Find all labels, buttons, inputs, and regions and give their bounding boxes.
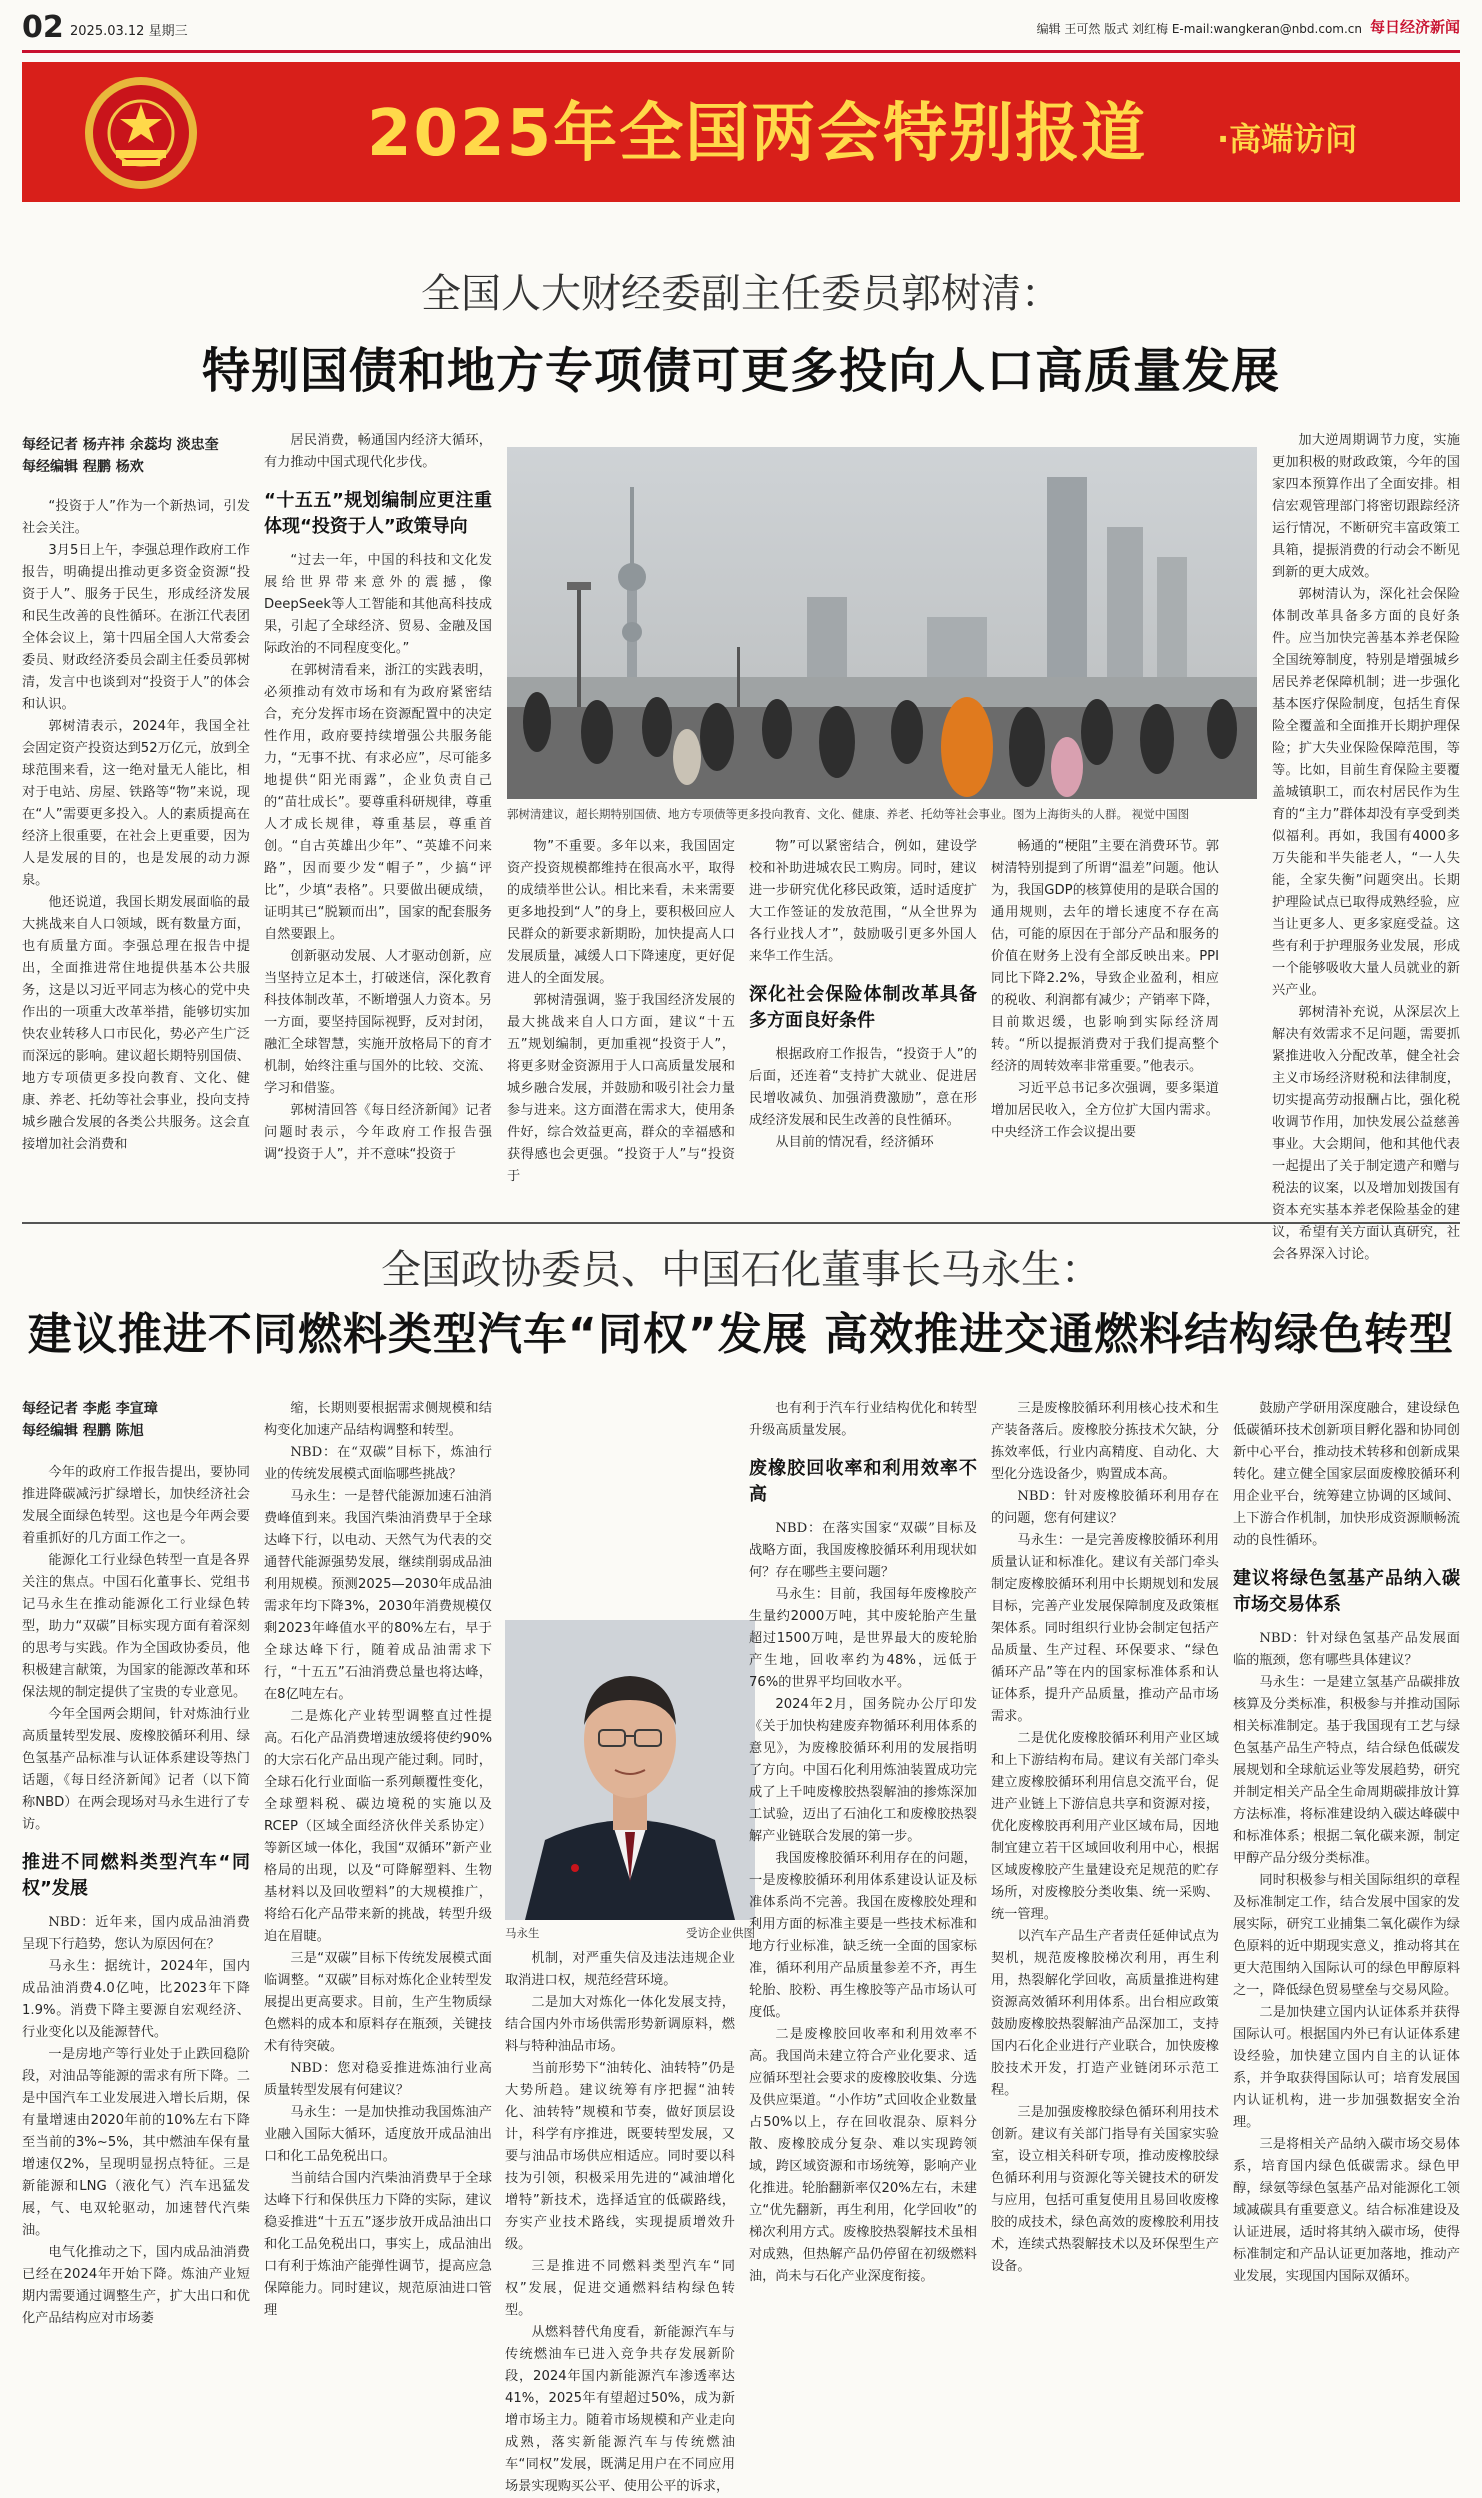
photo-caption: 郭树清建议，超长期特别国债、地方专项债等更多投向教育、文化、健康、养老、托幼等社会事业。图为上海街头的人群。 视觉中国图 — [507, 807, 1190, 821]
article1-column-5: 畅通的“梗阻”主要在消费环节。郭树清特别提到了所谓“温差”问题。他认为，我国GDP的核算使用的是联合国的通用规则，去年的增长速度不存在高估，可能的原因在于部分产品和服务的价值在财务上没有全部反映出来。PPI同比下降2.2%，导致企业盈利，相应的税收、利润都有减少；产销率下降，目前欺迟缓，也影响到实际经济周转。“所以提振消费对于我们提高整个经济的周转效率非常重要。”他表示。 习近平总书记多次强调，要多渠道增加居民收入，全方位扩大国内需求。中央经济工作会议提出要 — [991, 839, 1219, 1140]
article2-column-4: 也有利于汽车行业结构优化和转型升级高质量发展。 废橡胶回收率和利用效率不高 NBD：在落实国家“双碳”目标及战略方面，我国废橡胶循环利用现状如何？存在哪些主要问题？ 马永生：目前，我国每年废橡胶产生量约2000万吨，其中废轮胎产生量超过1500万吨，是世界最大的废轮胎产生地，回收率约为48%，远低于76%的世界平均回收水平。 2024年2月，国务院办公厅印发《关于加快构建废弃物循环利用体系的意见》，为废橡胶循环利用的发展指明了方向。中国石化利用炼油装置成功完成了上千吨废橡胶热裂解油的掺炼深加工试验，迈出了石油化工和废橡胶热裂解产业链联合发展的第一步。 我国废橡胶循环利用存在的问题，一是废橡胶循环利用体系建设认证及标准体系尚不完善。我国在废橡胶处理和利用方面的标准主要是一些技术标准和地方行业标准，缺乏统一全面的国家标准，循环利用产品质量参差不齐，再生轮胎、胶粉、再生橡胶等产品市场认可度低。 二是废橡胶回收率和利用效率不高。我国尚未建立符合产业化要求、适应循环型社会要求的废橡胶收集、分选及供应渠道。“小作坊”式回收企业数量占50%以上，存在回收混杂、原料分散、废橡胶成分复杂、难以实现跨领域，跨区域资源和市场统筹，影响产业化推进。轮胎翻新率仅20%左右，未建立“优先翻新，再生利用，化学回收”的梯次利用方式。废橡胶热裂解技术虽相对成熟，但热解产品仍停留在初级燃料油，尚未与石化产业深度衔接。 — [749, 1401, 977, 2284]
paper-name: 每日经济新闻 — [1369, 18, 1460, 36]
article2-column-6: 鼓励产学研用深度融合，建设绿色低碳循环技术创新项目孵化器和协同创新中心平台，推动技术转移和创新成果转化。建立健全国家层面废橡胶循环利用企业平台，统筹建立协调的区域间、上下游合作机制，加快形成资源顺畅流动的良性循环。 建议将绿色氢基产品纳入碳市场交易体系 NBD：针对绿色氢基产品发展面临的瓶颈，您有哪些具体建议？ 马永生：一是建立氢基产品碳排放核算及分类标准，积极参与并推动国际相关标准制定。基于我国现有工艺与绿色氢基产品生产特点，结合绿色低碳发展规划和全球航运业等发展趋势，研究并制定相关产品全生命周期碳排放计算方法标准，将标准建设纳入碳达峰碳中和标准体系；根据二氧化碳来源，制定甲醇产品分级分类标准。 同时积极参与相关国际组织的章程及标准制定工作，结合发展中国家的发展实际，研究工业捕集二氧化碳作为绿色原料的近中期现实意义，推动将其在更大范围纳入国际认可的绿色甲醇原料之一，降低绿色贸易壁垒与交易风险。 二是加快建立国内认证体系并获得国际认可。根据国内外已有认证体系建设经验，加快建立国内自主的认证体系，并争取获得国际认可；培育发展国内认证机构，进一步加强数据安全治理。 三是将相关产品纳入碳市场交易体系，培育国内绿色低碳需求。绿色甲醇，绿氨等绿色氢基产品对能源化工领域减碳具有重要意义。结合标准建设及认证进展，适时将其纳入碳市场，使得标准制定和产品认证更加落地，推动产业发展，实现国内国际双循环。 — [1233, 1401, 1460, 2284]
article1-headline: 特别国债和地方专项债可更多投向人口高质量发展 — [201, 343, 1280, 399]
cppcc-emblem-icon — [82, 74, 200, 192]
article2-column-2: 缩，长期则要根据需求侧规模和结构变化加速产品结构调整和转型。 NBD：在“双碳”目标下，炼油行业的传统发展模式面临哪些挑战？ 马永生：一是替代能源加速石油消费峰值到来。我国汽柴油消费早于全球达峰下行，以电动、天然气为代表的交通替代能源强势发展，继续削弱成品油利用规模。预测2025—2030年成品油需求年均下降3%，2030年消费规模仅剩2023年峰值水平的80%左右，早于全球达峰下行，随着成品油需求下行，“十五五”石油消费总量也将达峰，在8亿吨左右。 二是炼化产业转型调整直过性提高。石化产品消费增速放缓将使约90%的大宗石化产品出现产能过剩。同时，全球石化行业面临一系列颠覆性变化，全球塑料税、碳边境税的实施以及RCEP（区域全面经济伙伴关系协定）等新区域一体化，我国“双循环”新产业格局的出现，以及“可降解塑料、生物基材料以及回收塑料”的大规模推广，将给石化产品带来新的挑战，转型升级迫在眉睫。 三是“双碳”目标下传统发展模式面临调整。“双碳”目标对炼化企业转型发展提出更高要求。目前，生产生物质绿色燃料的成本和原料存在瓶颈，关键技术有待突破。 NBD：您对稳妥推进炼油行业高质量转型发展有何建议？ 马永生：一是加快推动我国炼油产业融入国际大循环，适度放开成品油出口和化工品免税出口。 当前结合国内汽柴油消费早于全球达峰下行和保供压力下降的实际，建议稳妥推进“十五五”逐步放开成品油出口和化工品免税出口，事实上，成品油出口有利于炼油产能弹性调节，提高应急保障能力。同时建议，规范原油进口管理 — [264, 1401, 492, 2318]
article2-byline — [22, 1398, 252, 1442]
article1-column-1: “投资于人”作为一个新热词，引发社会关注。 3月5日上午，李强总理作政府工作报告，明确提出推动更多资金资源“投资于人”、服务于民生，形成经济发展和民生改善的良性循环。在浙江代表团全体会议上，第十四届全国人大常委会委员、财政经济委员会副主任委员郭树清，发言中也谈到对“投资于人”的体会和认识。 郭树清表示，2024年，我国全社会固定资产投资达到52万亿元，放到全球范围来看，这一绝对量无人能比，相对于电站、房屋、铁路等“物”来说，现在“人”需要更多投入。人的素质提高在经济上很重要，在社会上更重要，因为人是发展的目的，也是发展的动力源泉。 他还说道，我国长期发展面临的最大挑战来自人口领域，既有数量方面，也有质量方面。李强总理在报告中提出，全面推进常住地提供基本公共服务，这是以习近平同志为核心的党中央作出的一项重大改革举措，能够切实加快农业转移人口市民化，势必产生广泛而深远的影响。建议超长期特别国债、地方专项债更多投向教育、文化、健康、养老、托幼等社会事业，投向支持城乡融合发展的各类公共服务。这会直接增加社会消费和 — [22, 499, 250, 1152]
special-report-banner — [22, 62, 1460, 202]
article1-kicker: 全国人大财经委副主任委员郭树清： — [421, 271, 1061, 317]
banner-subtitle: ·高端访问 — [1217, 120, 1358, 158]
article1-column-4: 物”可以紧密结合，例如，建设学校和补助进城农民工购房。同时，建议进一步研究优化移民政策，适时适度扩大工作签证的发放范围，“从全世界为各行业找人才”，鼓励吸引更多外国人来华工作生活。 深化社会保险体制改革具备多方面良好条件 根据政府工作报告，“投资于人”的后面，还连着“支持扩大就业、促进居民增收减负、加强消费激励”，意在形成经济发展和民生改善的良性循环。 从目前的情况看，经济循环 — [749, 839, 977, 1150]
article2-subhead-2: 废橡胶回收率和利用效率不高 — [749, 1458, 977, 1505]
article2-column-1: 今年的政府工作报告提出，要协同推进降碳减污扩绿增长，加快经济社会发展全面绿色转型。这也是今年两会要着重抓好的几方面工作之一。 能源化工行业绿色转型一直是各界关注的焦点。中国石化董事长、党组书记马永生在推动能源化工行业绿色转型，助力“双碳”目标实现方面有着深刻的思考与实践。作为全国政协委员，他积极建言献策，为国家的能源改革和环保法规的制定提供了宝贵的专业意见。 今年全国两会期间，针对炼油行业高质量转型发展、废橡胶循环利用、绿色氢基产品标准与认证体系建设等热门话题，《每日经济新闻》记者（以下简称NBD）在两会现场对马永生进行了专访。 推进不同燃料类型汽车“同权”发展 NBD：近年来，国内成品油消费呈现下行趋势，您认为原因何在？ 马永生：据统计，2024年，国内成品油消费4.0亿吨，比2023年下降1.9%。消费下降主要源自宏观经济、行业变化以及能源替代。 一是房地产等行业处于止跌回稳阶段，对油品等能源的需求有所下降。二是中国汽车工业发展进入增长后期，保有量增速由2020年前的10%左右下降至当前的3%~5%，其中燃油车保有量增速仅2%，呈现明显拐点特征。三是新能源和LNG（液化气）汽车迅猛发展，气、电双轮驱动，加速替代汽柴油。 电气化推动之下，国内成品油消费已经在2024年开始下降。炼油产业短期内需要通过调整生产，扩大出口和优化产品结构应对市场萎 — [22, 1465, 250, 2326]
article2-subhead-1: 推进不同燃料类型汽车“同权”发展 — [22, 1852, 250, 1899]
article1-column-6: 加大逆周期调节力度，实施更加积极的财政政策，今年的国家四本预算作出了全面安排。相信宏观管理部门将密切跟踪经济运行情况，不断研究丰富政策工具箱，提振消费的行动会不断见到新的更大成效。 郭树清认为，深化社会保险体制改革具备多方面的良好条件。应当加快完善基本养老保险全国统筹制度，特别是增强城乡居民养老保障机制；进一步强化基本医疗保险制度，包括生育保险全覆盖和全面推开长期护理保险；扩大失业保险保障范围，等等。比如，目前生育保险主要覆盖城镇职工，而农村居民作为生育的“主力”群体却没有享受到类似福利。再如，我国有4000多万失能和半失能老人，“一人失能，全家失衡”问题突出。长期护理险试点已取得成熟经验，应当让更多人、更多家庭受益。这些有利于护理服务业发展，形成一个能够吸收大量人员就业的新兴产业。 郭树清补充说，从深层次上解决有效需求不足问题，需要抓紧推进收入分配改革，健全社会主义市场经济财税和法律制度，切实提高劳动报酬占比，强化税收调节作用，加快发展公益慈善事业。大会期间，他和其他代表一起提出了关于制定遗产和赠与税法的议案，以及增加划拨国有资本充实基本养老保险基金的建议，希望有关方面认真研究，社会各界深入讨论。 — [1272, 433, 1460, 1262]
shanghai-crowd-photo — [507, 447, 1257, 799]
article2-kicker: 全国政协委员、中国石化董事长马永生： — [381, 1247, 1101, 1293]
article1-column-3: 物”不重要。多年以来，我国固定资产投资规模都维持在很高水平，取得的成绩举世公认。相比来看，未来需要更多地投到“人”的身上，要积极回应人民群众的新要求新期盼，加快提高人口发展质量，减缓人口下降速度，更好促进人的全面发展。 郭树清强调，鉴于我国经济发展的最大挑战来自人口方面，建议“十五五”规划编制，更加重视“投资于人”，将更多财金资源用于人口高质量发展和城乡融合发展，并鼓励和吸引社会力量参与进来。这方面潜在需求大，使用条件好，综合效益更高，群众的幸福感和获得感也会更强。“投资于人”与“投资于 — [507, 839, 735, 1184]
byline-reporters: 每经记者 杨卉祎 余蕊均 淡忠奎 — [22, 437, 219, 453]
issue-date: 2025.03.12 星期三 — [70, 24, 188, 39]
article2-column-5: 三是废橡胶循环利用核心技术和生产装备落后。废橡胶分拣技术欠缺，分拣效率低，行业内高精度、自动化、大型化分选设备少，购置成本高。 NBD：针对废橡胶循环利用存在的问题，您有何建议？ 马永生：一是完善废橡胶循环利用质量认证和标准化。建议有关部门牵头制定废橡胶循环利用中长期规划和发展目标，完善产业发展保障制度及政策框架体系。同时组织行业协会制定包括产品质量、生产过程、环保要求、“绿色循环产品”等在内的国家标准体系和认证体系，提升产品质量，推动产品市场需求。 二是优化废橡胶循环利用产业区域和上下游结构布局。建议有关部门牵头建立废橡胶循环利用信息交流平台，促进产业链上下游信息共享和资源对接，优化废橡胶再利用产业区域布局，因地制宜建立若干区域回收利用中心，根据区域废橡胶产生量建设充足规范的贮存场所，对废橡胶分类收集、统一采购、统一管理。 以汽车产品生产者责任延伸试点为契机，规范废橡胶梯次利用，再生利用，热裂解化学回收，高质量推进构建资源高效循环利用体系。出台相应政策鼓励废橡胶热裂解油产品深加工，支持国内石化企业进行产业联合，加快废橡胶技术开发，打造产业链闭环示范工程。 三是加强废橡胶绿色循环利用技术创新。建议有关部门指导有关国家实验室，设立相关科研专项，推动废橡胶绿色循环利用与资源化等关键技术的研发与应用，包括可重复使用且易回收废橡胶的成技术，绿色高效的废橡胶利用技术，连续式热裂解技术以及环保型生产设备。 — [991, 1401, 1219, 2274]
banner-title: 2025年全国两会特别报道 — [367, 97, 1148, 171]
article2-headline: 建议推进不同燃料类型汽车“同权”发展 高效推进交通燃料结构绿色转型 — [27, 1309, 1455, 1360]
article1-column-2: 居民消费，畅通国内经济大循环，有力推动中国式现代化步伐。 “十五五”规划编制应更注重体现“投资于人”政策导向 “过去一年，中国的科技和文化发展给世界带来意外的震撼，像DeepSeek等人工智能和其他高科技成果，引起了全球经济、贸易、金融及国际政治的不同程度变化。” 在郭树清看来，浙江的实践表明，必须推动有效市场和有为政府紧密结合，充分发挥市场在资源配置中的决定性作用，政府要持续增强公共服务能力，“无事不扰、有求必应”，尽可能多地提供“阳光雨露”，企业负责自己的“苗壮成长”。要尊重科研规律，尊重人才成长规律，尊重基层，尊重首创。“自古英雄出少年”、“英雄不问来路”，因而要少发“帽子”，少搞“评比”，少填“表格”。只要做出硬成绩，证明其已“脱颖而出”，国家的配套服务自然要跟上。 创新驱动发展、人才驱动创新，应当坚持立足本土，打破迷信，深化教育科技体制改革，不断增强人力资本。另一方面，要坚持国际视野，反对封闭，融汇全球智慧，实施开放格局下的育才机制，始终注重与国外的比较、交流、学习和借鉴。 郭树清回答《每日经济新闻》记者问题时表示，今年政府工作报告强调“投资于人”，并不意味“投资于 — [264, 433, 492, 1162]
page-number: 02 — [22, 10, 64, 45]
section-divider — [22, 1222, 1460, 1224]
article1-subhead-1: “十五五”规划编制应更注重体现“投资于人”政策导向 — [264, 490, 492, 537]
byline-editors: 每经编辑 程鹏 陈旭 — [22, 1423, 144, 1439]
byline-reporters: 每经记者 李彪 李宣璋 — [22, 1401, 158, 1417]
article1-byline — [22, 434, 252, 478]
article1-subhead-2: 深化社会保险体制改革具备多方面良好条件 — [749, 984, 977, 1031]
byline-editors: 每经编辑 程鹏 杨欢 — [22, 459, 144, 475]
ma-yongsheng-portrait — [505, 1620, 755, 1920]
top-rule — [22, 50, 1460, 53]
editor-credits: 编辑 王可然 版式 刘红梅 E-mail:wangkeran@nbd.com.cn — [1036, 22, 1362, 36]
article2-subhead-3: 建议将绿色氢基产品纳入碳市场交易体系 — [1233, 1568, 1460, 1615]
portrait-caption: 马永生 受访企业供图 — [505, 1926, 755, 1940]
article2-column-3: 机制，对严重失信及违法违规企业取消进口权，规范经营环境。 二是加大对炼化一体化发展支持，结合国内外市场供需形势新调原料，燃料与特种油品市场。 当前形势下“油转化、油转特”仍是大势所趋。建议统筹有序把握“油转化、油转特”规模和节奏，做好顶层设计，科学有序推进，既要转型发展，又要与油品市场供应相适应。同时要以科技为引领，积极采用先进的“减油增化增特”新技术，选择适宜的低碳路线，夯实产业技术路线，实现提质增效升级。 三是推进不同燃料类型汽车“同权”发展，促进交通燃料结构绿色转型。 从燃料替代角度看，新能源汽车与传统燃油车已进入竞争共存发展新阶段，2024年国内新能源汽车渗透率达41%，2025年有望超过50%，成为新增市场主力。随着市场规模和产业走向成熟，落实新能源汽车与传统燃油车“同权”发展，既满足用户在不同应用场景实现购买公平、使用公平的诉求， — [505, 1951, 735, 2494]
